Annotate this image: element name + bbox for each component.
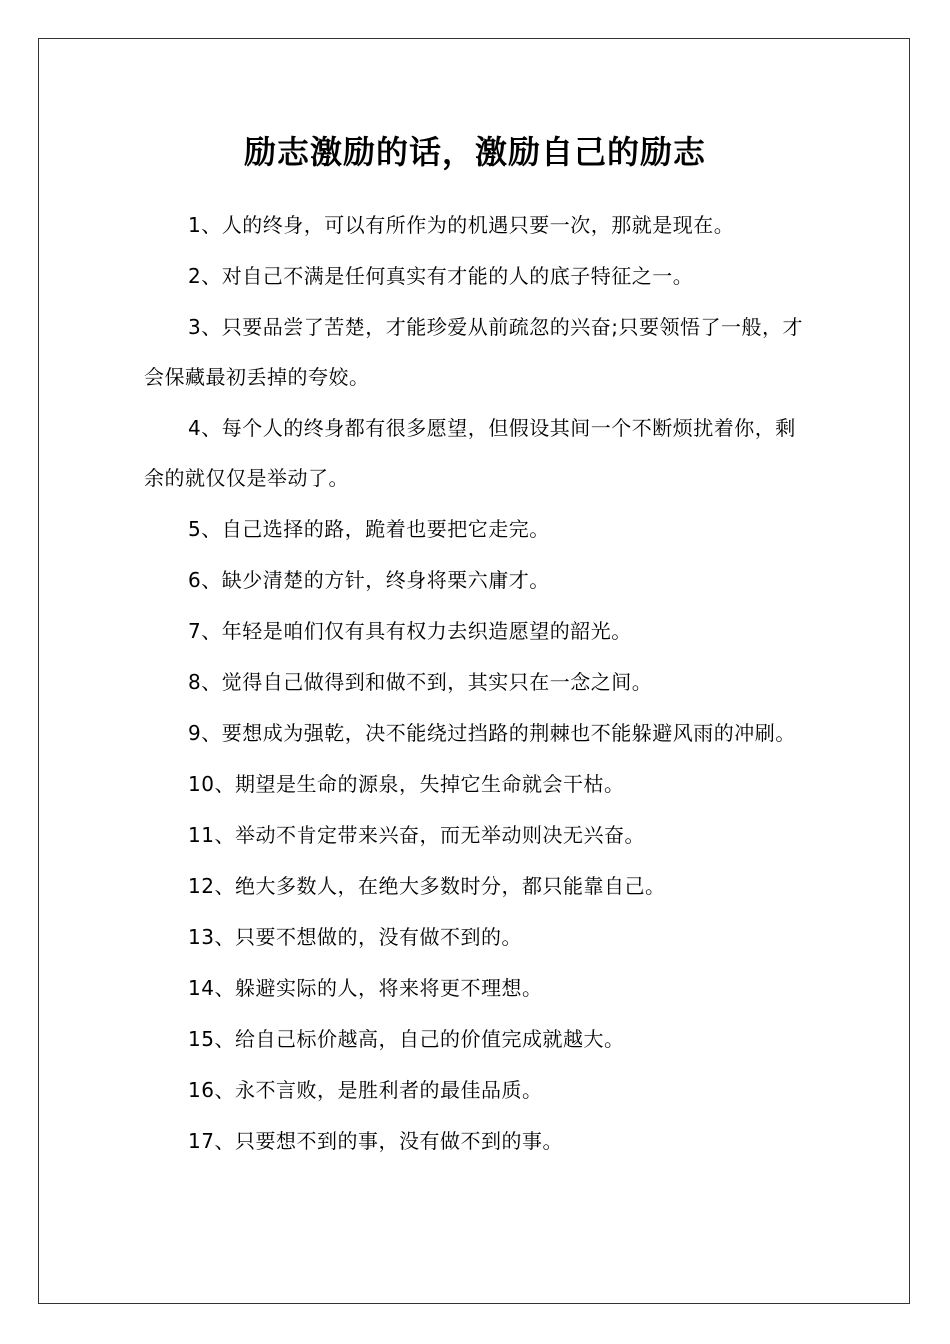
document-title: 励志激励的话，激励自己的励志	[243, 133, 706, 171]
quote-paragraph-11: 11、举动不肯定带来兴奋，而无举动则决无兴奋。	[188, 823, 645, 847]
quote-paragraph-2: 2、对自己不满是任何真实有才能的人的底子特征之一。	[188, 264, 694, 288]
quote-paragraph-16: 16、永不言败，是胜利者的最佳品质。	[188, 1078, 543, 1102]
quote-paragraph-7: 7、年轻是咱们仅有具有权力去织造愿望的韶光。	[188, 619, 632, 643]
quote-paragraph-8: 8、觉得自己做得到和做不到，其实只在一念之间。	[188, 670, 653, 694]
quote-paragraph-9: 9、要想成为强乾，决不能绕过挡路的荆棘也不能躲避风雨的冲刷。	[188, 721, 796, 745]
document-body	[144, 200, 816, 1167]
quote-paragraph-10: 10、期望是生命的源泉，失掉它生命就会干枯。	[188, 772, 625, 796]
quote-paragraph-3: 3、只要品尝了苦楚，才能珍爱从前疏忽的兴奋;只要领悟了一般，才会保藏最初丢掉的夸姣。	[144, 315, 803, 389]
quote-paragraph-6: 6、缺少清楚的方针，终身将栗六庸才。	[188, 568, 550, 592]
quote-paragraph-14: 14、躲避实际的人，将来将更不理想。	[188, 976, 543, 1000]
quote-paragraph-12: 12、绝大多数人，在绝大多数时分，都只能靠自己。	[188, 874, 666, 898]
quote-paragraph-15: 15、给自己标价越高，自己的价值完成就越大。	[188, 1027, 625, 1051]
quote-paragraph-5: 5、自己选择的路，跪着也要把它走完。	[188, 517, 550, 541]
quote-paragraph-1: 1、人的终身，可以有所作为的机遇只要一次，那就是现在。	[188, 213, 735, 237]
quote-paragraph-4: 4、每个人的终身都有很多愿望，但假设其间一个不断烦扰着你，剩余的就仅仅是举动了。	[144, 416, 796, 490]
quote-paragraph-17: 17、只要想不到的事，没有做不到的事。	[188, 1129, 563, 1153]
quote-paragraph-13: 13、只要不想做的，没有做不到的。	[188, 925, 522, 949]
